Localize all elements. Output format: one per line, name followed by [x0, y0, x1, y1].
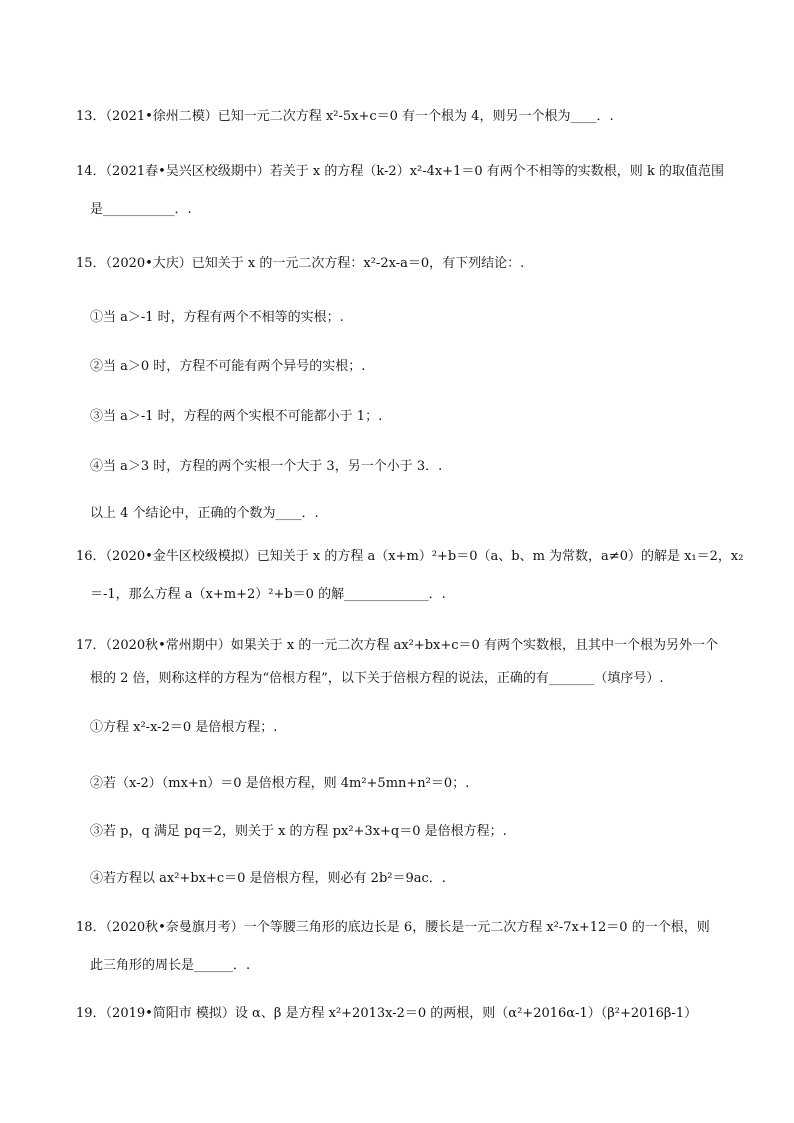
question-17-line-2: 根的 2 倍，则称这样的方程为“倍根方程”，以下关于倍根方程的说法，正确的有_______（填序号）.	[90, 671, 664, 686]
question-16-line-2: ＝-1，那么方程 a（x+m+2）²+b＝0 的解_____________．.	[90, 587, 446, 602]
question-17-line-1: 17．（2020秋•常州期中）如果关于 x 的一元二次方程 ax²+bx+c＝0 有两个实数根，且其中一个根为另外一个	[76, 638, 718, 653]
question-15-option-1: ①当 a＞-1 时，方程有两个不相等的实根；.	[90, 310, 344, 325]
question-15-option-2: ②当 a＞0 时，方程不可能有两个异号的实根；.	[90, 359, 366, 374]
question-18-line-2: 此三角形的周长是______．.	[90, 958, 251, 973]
question-14-line-2: 是___________．.	[90, 202, 192, 217]
question-14-line-1: 14．（2021春•吴兴区校级期中）若关于 x 的方程（k-2）x²-4x+1＝0 有两个不相等的实数根，则 k 的取值范围	[76, 164, 724, 179]
question-15-line-1: 15．（2020•大庆）已知关于 x 的一元二次方程：x²-2x-a＝0，有下列结论：.	[76, 256, 525, 271]
question-17-option-2: ②若（x-2）（mx+n）＝0 是倍根方程，则 4m²+5mn+n²＝0；.	[90, 776, 470, 791]
question-18-line-1: 18．（2020秋•奈曼旗月考）一个等腰三角形的底边长是 6，腰长是一元二次方程 x²-7x+12＝0 的一个根，则	[76, 920, 710, 935]
question-15-option-3: ③当 a＞-1 时，方程的两个实根不可能都小于 1；.	[90, 409, 383, 424]
question-17-option-3: ③若 p，q 满足 pq＝2，则关于 x 的方程 px²+3x+q＝0 是倍根方程；.	[90, 824, 507, 839]
question-19-line-1: 19．（2019•简阳市 模拟）设 α、β 是方程 x²+2013x-2＝0 的两根，则（α²+2016α-1）（β²+2016β-1）	[76, 1006, 698, 1021]
question-15-option-4: ④当 a＞3 时，方程的两个实根一个大于 3，另一个小于 3．.	[90, 459, 443, 474]
question-13-line-1: 13．（2021•徐州二模）已知一元二次方程 x²-5x+c＝0 有一个根为 4，则另一个根为____．.	[76, 109, 614, 124]
question-17-option-1: ①方程 x²-x-2＝0 是倍根方程；.	[90, 720, 278, 735]
question-16-line-1: 16．（2020•金牛区校级模拟）已知关于 x 的方程 a（x+m）²+b＝0（a、b、m 为常数，a≠0）的解是 x₁＝2，x₂	[76, 549, 744, 564]
question-17-option-4: ④若方程以 ax²+bx+c＝0 是倍根方程，则必有 2b²＝9ac．.	[90, 871, 446, 886]
question-15-summary: 以上 4 个结论中，正确的个数为____．.	[90, 506, 319, 521]
